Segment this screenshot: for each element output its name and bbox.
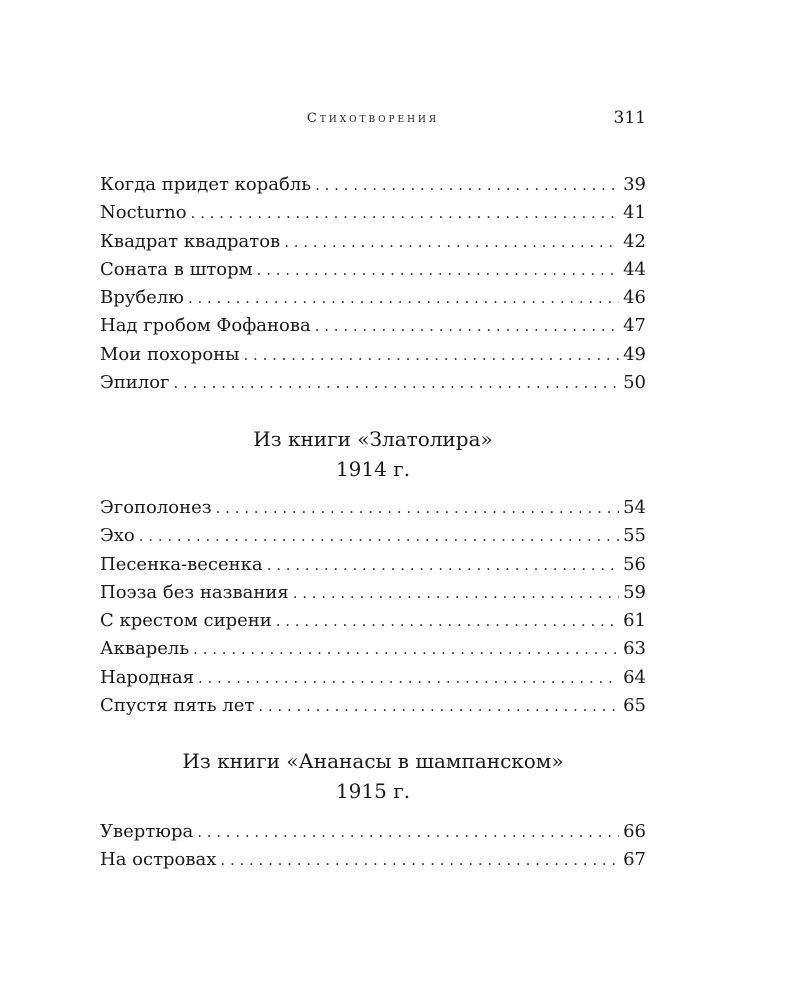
- section-heading-zlatolira: [100, 424, 646, 484]
- section-heading-title: Из книги «Златолира»: [253, 427, 493, 451]
- toc-entry-page: 55: [623, 525, 646, 547]
- dot-leader: [284, 228, 619, 256]
- dot-leader: [293, 579, 619, 607]
- toc-entry-title: Народная: [100, 666, 194, 688]
- dot-leader: [244, 341, 620, 369]
- toc-entry-page: 66: [623, 821, 646, 842]
- toc-entry: [100, 256, 646, 284]
- toc-entry-title: Эпилог: [100, 372, 170, 394]
- dot-leader: [197, 818, 619, 846]
- toc-entry-title: Спустя пять лет: [100, 695, 255, 717]
- dot-leader: [267, 551, 619, 579]
- dot-leader: [216, 494, 619, 522]
- toc-entry-title: Увертюра: [100, 821, 194, 842]
- toc-entry-page: 39: [623, 174, 646, 195]
- toc-entry: [100, 369, 646, 397]
- toc-entry-page: 56: [623, 553, 646, 575]
- section-heading-ananasy: [100, 746, 646, 806]
- toc-entry-title: Эгополонез: [100, 497, 212, 518]
- dot-leader: [139, 522, 619, 550]
- toc-entry: [100, 846, 646, 874]
- toc-entry-title: Мои похороны: [100, 343, 240, 365]
- dot-leader: [315, 171, 619, 199]
- running-head: [100, 108, 646, 132]
- toc-entry-page: 67: [623, 849, 646, 871]
- toc-entry-page: 61: [623, 610, 646, 632]
- toc-entry-title: Акварель: [100, 638, 190, 660]
- toc-entry-page: 54: [623, 497, 646, 518]
- toc-list-section-3: [100, 818, 646, 875]
- toc-entry: [100, 171, 646, 199]
- toc-entry: [100, 494, 646, 522]
- toc-entry-title: С крестом сирени: [100, 610, 272, 632]
- toc-entry: [100, 607, 646, 635]
- toc-entry: [100, 312, 646, 340]
- dot-leader: [315, 312, 619, 340]
- dot-leader: [258, 692, 619, 720]
- toc-entry: [100, 228, 646, 256]
- toc-entry-title: Nocturno: [100, 202, 187, 224]
- toc-entry: [100, 199, 646, 227]
- toc-list-section-1: [100, 171, 646, 397]
- dot-leader: [173, 369, 619, 397]
- toc-entry-page: 59: [623, 581, 646, 603]
- dot-leader: [276, 607, 619, 635]
- toc-entry-title: Квадрат квадратов: [100, 230, 281, 252]
- toc-entry: [100, 818, 646, 846]
- toc-entry-page: 46: [623, 287, 646, 309]
- toc-entry-title: Когда придет корабль: [100, 174, 312, 195]
- toc-entry-title: Поэза без названия: [100, 581, 289, 603]
- toc-entry-page: 49: [623, 343, 646, 365]
- toc-entry: [100, 692, 646, 720]
- dot-leader: [188, 284, 619, 312]
- toc-entry-page: 42: [623, 230, 646, 252]
- toc-entry: [100, 341, 646, 369]
- section-heading-year: 1914 г.: [335, 457, 411, 481]
- toc-list-section-2: [100, 494, 646, 720]
- dot-leader: [198, 664, 619, 692]
- page-number: 311: [613, 108, 646, 128]
- dot-leader: [257, 256, 619, 284]
- toc-entry-page: 41: [623, 202, 646, 224]
- toc-entry-page: 64: [623, 666, 646, 688]
- toc-entry-page: 50: [623, 372, 646, 394]
- toc-entry-page: 65: [623, 695, 646, 717]
- section-heading-title: Из книги «Ананасы в шампанском»: [182, 749, 564, 773]
- toc-entry-title: Песенка-весенка: [100, 553, 263, 575]
- dot-leader: [191, 199, 620, 227]
- toc-entry: [100, 579, 646, 607]
- toc-entry-title: Врубелю: [100, 287, 184, 309]
- running-title: Стихотворения: [306, 111, 440, 126]
- section-heading-year: 1915 г.: [335, 779, 411, 803]
- toc-entry: [100, 635, 646, 663]
- toc-entry-title: Над гробом Фофанова: [100, 315, 311, 337]
- toc-entry-title: Соната в шторм: [100, 258, 253, 280]
- dot-leader: [220, 846, 619, 874]
- toc-entry-title: Эхо: [100, 525, 135, 547]
- toc-entry: [100, 551, 646, 579]
- toc-entry: [100, 664, 646, 692]
- toc-entry: [100, 522, 646, 550]
- dot-leader: [193, 635, 619, 663]
- toc-entry-page: 44: [623, 258, 646, 280]
- toc-entry-title: На островах: [100, 849, 217, 871]
- toc-entry-page: 63: [623, 638, 646, 660]
- toc-entry: [100, 284, 646, 312]
- toc-entry-page: 47: [623, 315, 646, 337]
